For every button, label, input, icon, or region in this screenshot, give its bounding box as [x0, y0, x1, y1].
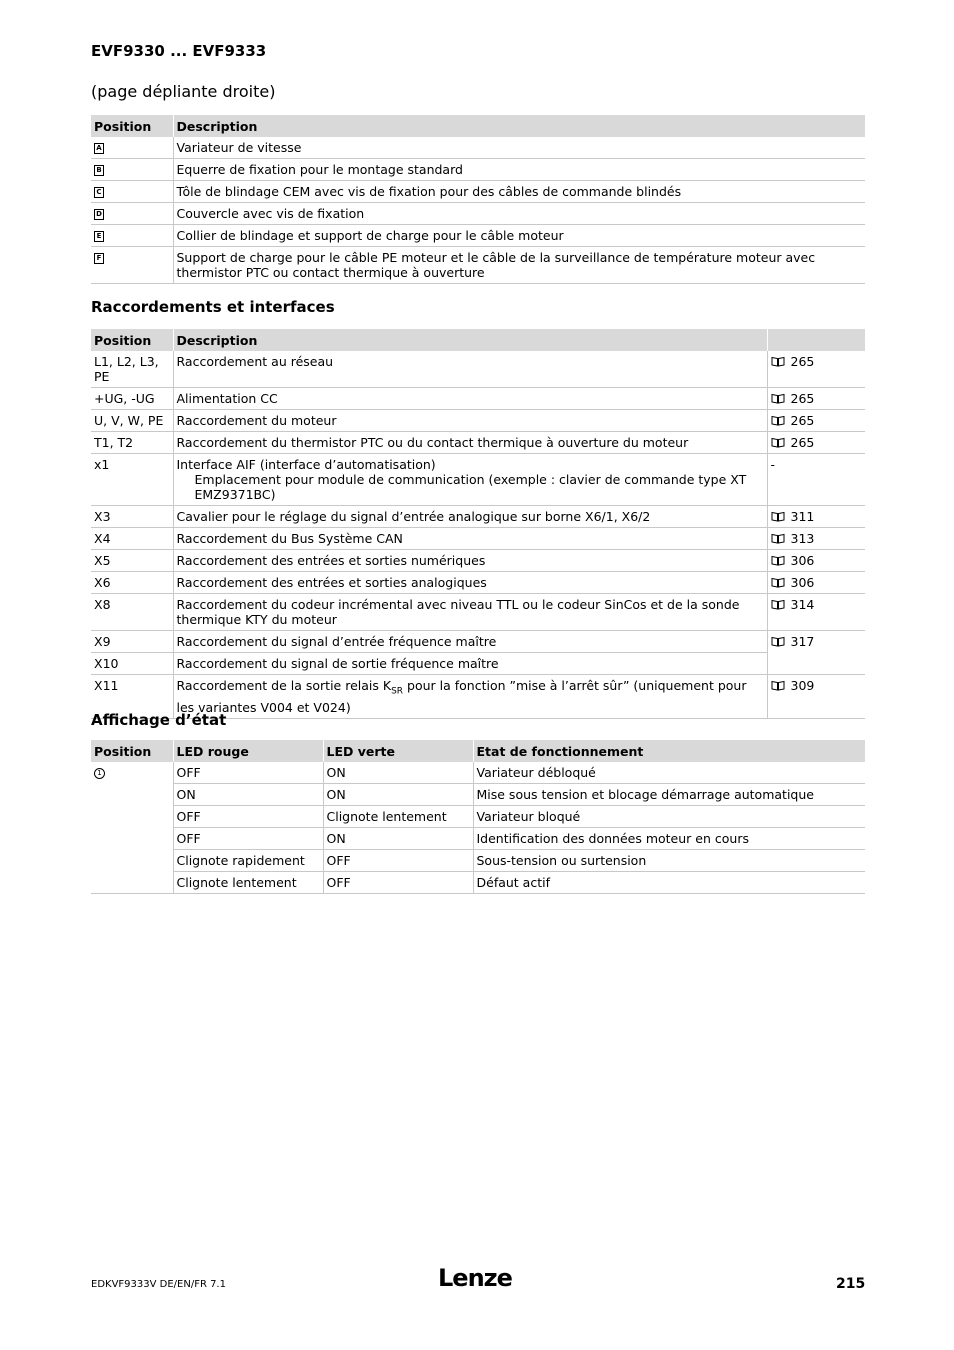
column-header — [767, 329, 865, 351]
position-marker: A — [94, 143, 104, 154]
description-cell: Raccordement du codeur incrémental avec niveau TTL ou le codeur SinCos et de la sonde thermique KTY du moteur — [173, 594, 767, 631]
table-row — [91, 432, 865, 454]
description-subline: Emplacement pour module de communication (exemple : clavier de commande type XT EMZ9371BC) — [194, 472, 747, 502]
state-cell: Variateur débloqué — [473, 762, 865, 784]
parts-table — [91, 115, 865, 284]
table-row — [91, 203, 865, 225]
led-green-cell: ON — [323, 828, 473, 850]
reference-cell — [767, 653, 865, 675]
position-cell: X6 — [91, 572, 173, 594]
page-reference: - — [770, 457, 776, 472]
section-heading-status: Affichage d’état — [91, 711, 227, 729]
column-header: Etat de fonctionnement — [473, 740, 865, 762]
reference-cell — [767, 528, 865, 550]
table-row — [91, 594, 865, 631]
description-cell: Equerre de fixation pour le montage standard — [173, 159, 865, 181]
connections-table — [91, 329, 865, 719]
led-red-cell: OFF — [173, 806, 323, 828]
book-icon — [771, 599, 785, 610]
book-icon — [771, 393, 785, 404]
page-reference: 265 — [790, 391, 815, 406]
position-cell: X4 — [91, 528, 173, 550]
position-marker: C — [94, 187, 104, 198]
description-cell: Support de charge pour le câble PE moteur et le câble de la surveillance de température moteur avec thermistor PTC ou contact thermique à ouverture — [173, 247, 865, 284]
table-header-row — [91, 115, 865, 137]
position-cell: T1, T2 — [91, 432, 173, 454]
table-header-row — [91, 740, 865, 762]
reference-cell — [767, 631, 865, 653]
column-header: Description — [173, 329, 767, 351]
reference-cell — [767, 572, 865, 594]
column-header: Description — [173, 115, 865, 137]
table-row — [91, 631, 865, 653]
position-cell: U, V, W, PE — [91, 410, 173, 432]
book-icon — [771, 437, 785, 448]
page-reference: 265 — [790, 354, 815, 369]
position-cell: X9 — [91, 631, 173, 653]
state-cell: Identification des données moteur en cours — [473, 828, 865, 850]
table-row — [91, 872, 865, 894]
position-cell — [91, 762, 173, 894]
position-marker: 1 — [94, 768, 105, 779]
description-cell: Raccordement du signal de sortie fréquence maître — [173, 653, 767, 675]
reference-cell — [767, 675, 865, 719]
table-row — [91, 653, 865, 675]
column-header: Position — [91, 115, 173, 137]
page-title: EVF9330 ... EVF9333 — [91, 42, 267, 60]
led-green-cell: ON — [323, 762, 473, 784]
position-cell: X5 — [91, 550, 173, 572]
description-cell: Variateur de vitesse — [173, 137, 865, 159]
description-cell: Raccordement des entrées et sorties analogiques — [173, 572, 767, 594]
description-cell: Raccordement du Bus Système CAN — [173, 528, 767, 550]
table-row — [91, 784, 865, 806]
position-marker: F — [94, 253, 104, 264]
table-row — [91, 159, 865, 181]
description-cell: Raccordement du signal d’entrée fréquence maître — [173, 631, 767, 653]
page-reference: 317 — [790, 634, 815, 649]
section-heading-connections: Raccordements et interfaces — [91, 298, 335, 316]
book-icon — [771, 415, 785, 426]
state-cell: Mise sous tension et blocage démarrage automatique — [473, 784, 865, 806]
position-cell: X11 — [91, 675, 173, 719]
position-cell: X3 — [91, 506, 173, 528]
table-row — [91, 247, 865, 284]
table-row — [91, 806, 865, 828]
description-cell: Raccordement du moteur — [173, 410, 767, 432]
table-row — [91, 388, 865, 410]
description-cell: Raccordement au réseau — [173, 351, 767, 388]
table-row — [91, 762, 865, 784]
page-number: 215 — [836, 1276, 866, 1292]
reference-cell — [767, 388, 865, 410]
reference-cell — [767, 594, 865, 631]
table-row — [91, 572, 865, 594]
page-reference: 265 — [790, 413, 815, 428]
table-row — [91, 225, 865, 247]
description-cell: Alimentation CC — [173, 388, 767, 410]
table-row — [91, 410, 865, 432]
led-green-cell: Clignote lentement — [323, 806, 473, 828]
description-cell: Collier de blindage et support de charge pour le câble moteur — [173, 225, 865, 247]
book-icon — [771, 511, 785, 522]
table-row — [91, 181, 865, 203]
book-icon — [771, 533, 785, 544]
reference-cell — [767, 432, 865, 454]
position-marker: B — [94, 165, 104, 176]
status-table — [91, 740, 865, 894]
description-cell: Cavalier pour le réglage du signal d’entrée analogique sur borne X6/1, X6/2 — [173, 506, 767, 528]
column-header: Position — [91, 329, 173, 351]
page-reference: 313 — [790, 531, 815, 546]
position-marker: E — [94, 231, 104, 242]
led-red-cell: OFF — [173, 762, 323, 784]
description-cell: Tôle de blindage CEM avec vis de fixation pour des câbles de commande blindés — [173, 181, 865, 203]
led-red-cell: Clignote lentement — [173, 872, 323, 894]
lenze-logo: Lenze — [438, 1264, 512, 1292]
table-header-row — [91, 329, 865, 351]
table-row — [91, 454, 865, 506]
reference-cell — [767, 351, 865, 388]
document-id: EDKVF9333V DE/EN/FR 7.1 — [91, 1279, 226, 1290]
table-row — [91, 828, 865, 850]
book-icon — [771, 555, 785, 566]
led-green-cell: ON — [323, 784, 473, 806]
page-reference: 314 — [790, 597, 815, 612]
state-cell: Variateur bloqué — [473, 806, 865, 828]
description-cell: Raccordement des entrées et sorties numériques — [173, 550, 767, 572]
table-row — [91, 528, 865, 550]
led-green-cell: OFF — [323, 872, 473, 894]
led-red-cell: OFF — [173, 828, 323, 850]
description-cell: Raccordement du thermistor PTC ou du contact thermique à ouverture du moteur — [173, 432, 767, 454]
page-reference: 306 — [790, 575, 815, 590]
book-icon — [771, 636, 785, 647]
reference-cell — [767, 454, 865, 506]
book-icon — [771, 680, 785, 691]
description-cell: Couvercle avec vis de fixation — [173, 203, 865, 225]
book-icon — [771, 356, 785, 367]
position-marker: D — [94, 209, 104, 220]
column-header: LED rouge — [173, 740, 323, 762]
reference-cell — [767, 550, 865, 572]
table-row — [91, 351, 865, 388]
position-cell: X10 — [91, 653, 173, 675]
column-header: LED verte — [323, 740, 473, 762]
description-cell: Interface AIF (interface d’automatisation) Emplacement pour module de communication (exemple : clavier de commande type XT EMZ9371BC) — [173, 454, 767, 506]
table-row — [91, 850, 865, 872]
state-cell: Défaut actif — [473, 872, 865, 894]
position-cell: X8 — [91, 594, 173, 631]
table-row — [91, 550, 865, 572]
page-reference: 311 — [790, 509, 815, 524]
table-row — [91, 506, 865, 528]
reference-cell — [767, 506, 865, 528]
page-reference: 309 — [790, 678, 815, 693]
book-icon — [771, 577, 785, 588]
position-cell: +UG, -UG — [91, 388, 173, 410]
description-cell: Raccordement de la sortie relais $K_{SR}$ pour la fonction ”mise à l’arrêt sûr” (uniquement pour les variantes V004 et V024) — [173, 675, 767, 719]
position-cell: L1, L2, L3, PE — [91, 351, 173, 388]
table-row — [91, 137, 865, 159]
reference-cell — [767, 410, 865, 432]
led-red-cell: ON — [173, 784, 323, 806]
column-header: Position — [91, 740, 173, 762]
position-cell: x1 — [91, 454, 173, 506]
page-reference: 306 — [790, 553, 815, 568]
state-cell: Sous-tension ou surtension — [473, 850, 865, 872]
led-red-cell: Clignote rapidement — [173, 850, 323, 872]
page-subtitle: (page dépliante droite) — [91, 82, 276, 101]
page-reference: 265 — [790, 435, 815, 450]
led-green-cell: OFF — [323, 850, 473, 872]
